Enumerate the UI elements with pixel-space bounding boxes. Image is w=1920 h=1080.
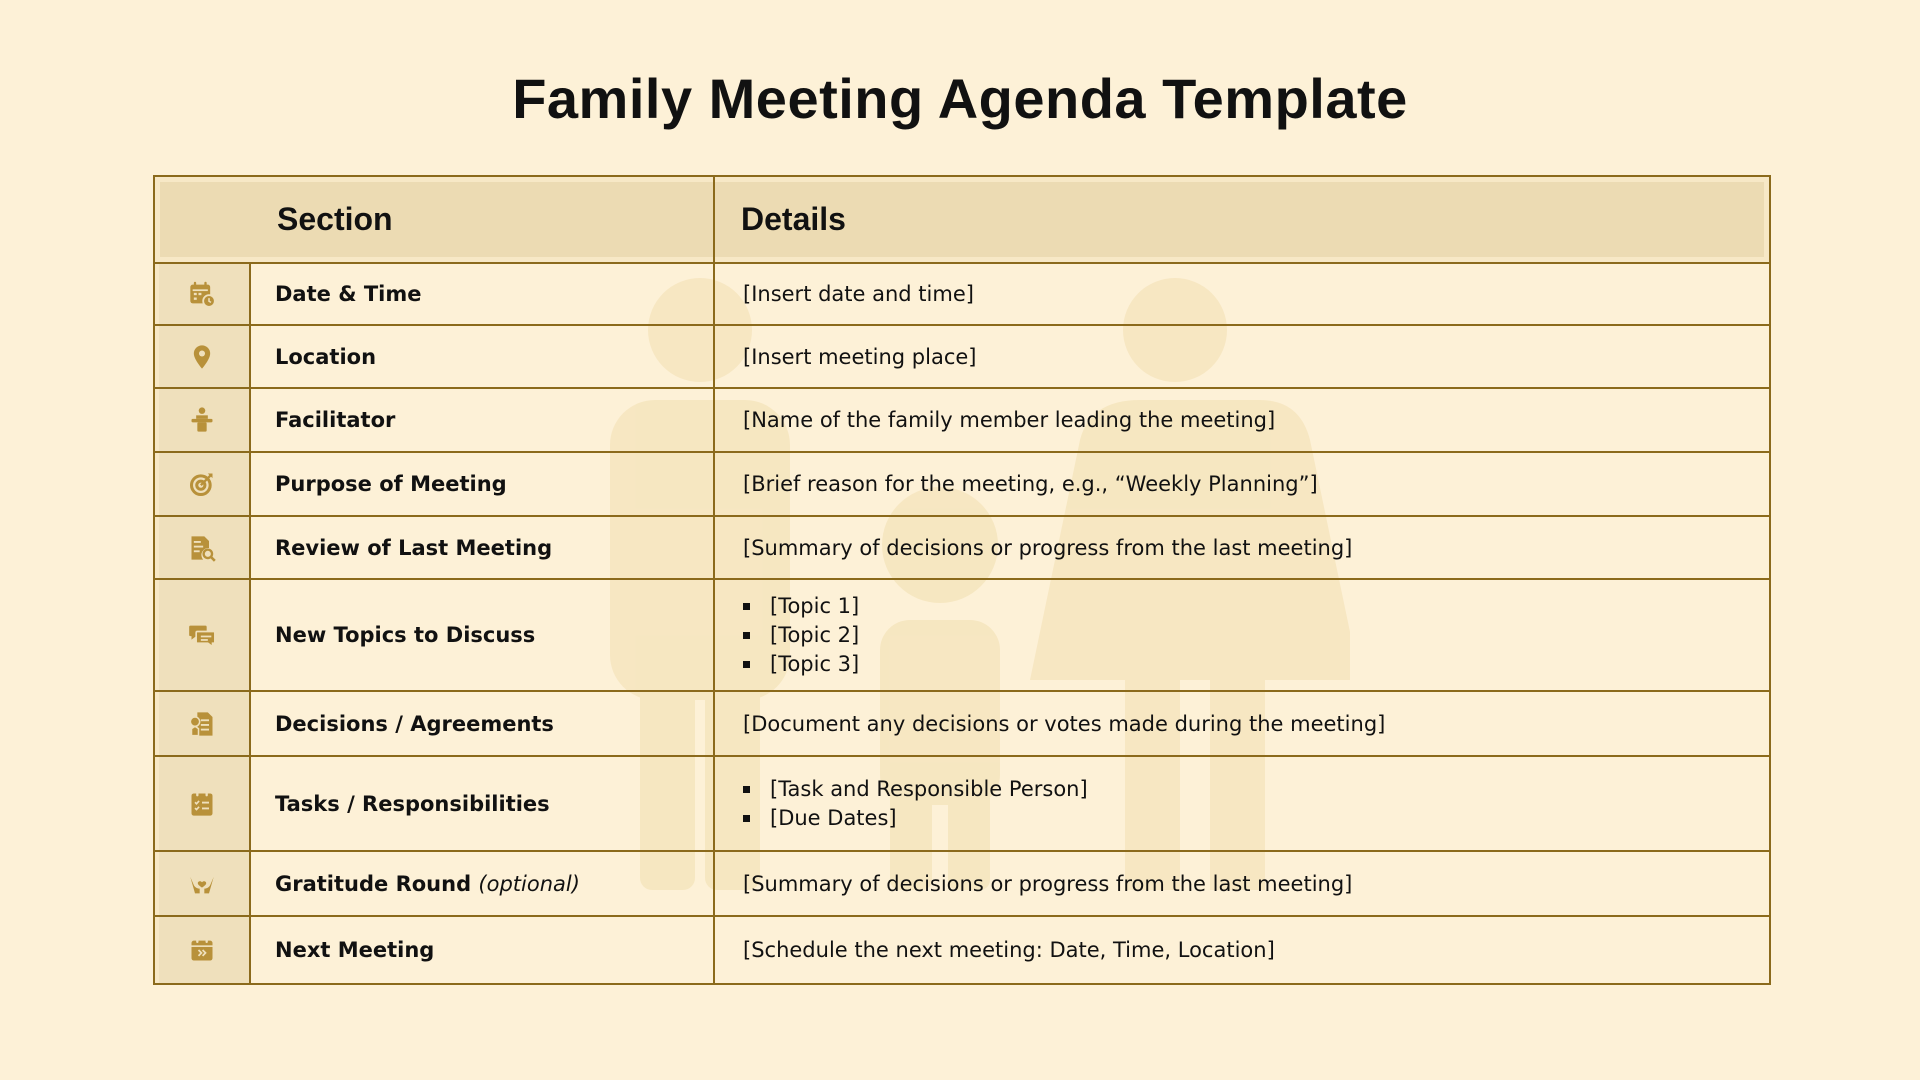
row-detail: [Insert date and time] bbox=[743, 282, 974, 306]
presenter-icon bbox=[188, 406, 216, 434]
row-detail: [Insert meeting place] bbox=[743, 344, 977, 369]
hands-heart-icon bbox=[188, 870, 216, 898]
agenda-table bbox=[153, 175, 1771, 985]
table-row bbox=[155, 264, 1769, 326]
table-row bbox=[155, 326, 1769, 389]
optional-note: (optional) bbox=[478, 871, 580, 896]
row-detail: [Document any decisions or votes made during the meeting] bbox=[743, 711, 1386, 736]
document-search-icon bbox=[188, 534, 216, 562]
table-row bbox=[155, 757, 1769, 852]
row-label: Tasks / Responsibilities bbox=[275, 791, 550, 816]
task-checklist-icon bbox=[188, 790, 216, 818]
table-row bbox=[155, 852, 1769, 917]
details-column-header: Details bbox=[741, 201, 846, 237]
list-item: [Due Dates] bbox=[743, 804, 1088, 833]
row-label: Date & Time bbox=[275, 282, 422, 306]
row-label: Location bbox=[275, 344, 377, 369]
row-detail: [Schedule the next meeting: Date, Time, Location] bbox=[743, 938, 1275, 962]
calendar-next-icon bbox=[188, 936, 216, 964]
list-item: [Topic 3] bbox=[743, 650, 859, 679]
row-label: New Topics to Discuss bbox=[275, 623, 536, 647]
row-detail: [Summary of decisions or progress from the last meeting] bbox=[743, 871, 1353, 896]
row-label bbox=[275, 872, 580, 896]
list-item: [Topic 1] bbox=[743, 592, 859, 621]
topics-list bbox=[743, 592, 859, 679]
target-icon bbox=[188, 470, 216, 498]
row-detail: [Brief reason for the meeting, e.g., “Weekly Planning”] bbox=[743, 472, 1318, 496]
section-column-header: Section bbox=[277, 201, 393, 237]
tasks-list bbox=[743, 775, 1088, 833]
table-row bbox=[155, 517, 1769, 580]
row-label: Next Meeting bbox=[275, 938, 435, 962]
table-header bbox=[155, 177, 1769, 264]
row-label: Purpose of Meeting bbox=[275, 472, 507, 496]
table-row bbox=[155, 917, 1769, 983]
chat-bubbles-icon bbox=[188, 621, 216, 649]
table-row bbox=[155, 580, 1769, 692]
page-title: Family Meeting Agenda Template bbox=[512, 67, 1408, 130]
row-label: Facilitator bbox=[275, 408, 396, 432]
row-label: Review of Last Meeting bbox=[275, 535, 553, 560]
row-detail: [Name of the family member leading the meeting] bbox=[743, 408, 1276, 432]
list-item: [Task and Responsible Person] bbox=[743, 775, 1088, 804]
row-label-text: Gratitude Round bbox=[275, 871, 472, 896]
row-detail: [Summary of decisions or progress from the last meeting] bbox=[743, 535, 1353, 560]
map-pin-icon bbox=[188, 343, 216, 371]
calendar-clock-icon bbox=[188, 280, 216, 308]
row-label: Decisions / Agreements bbox=[275, 711, 554, 736]
table-row bbox=[155, 453, 1769, 517]
table-row bbox=[155, 389, 1769, 453]
table-row bbox=[155, 692, 1769, 757]
list-item: [Topic 2] bbox=[743, 621, 859, 650]
agreement-document-icon bbox=[188, 710, 216, 738]
